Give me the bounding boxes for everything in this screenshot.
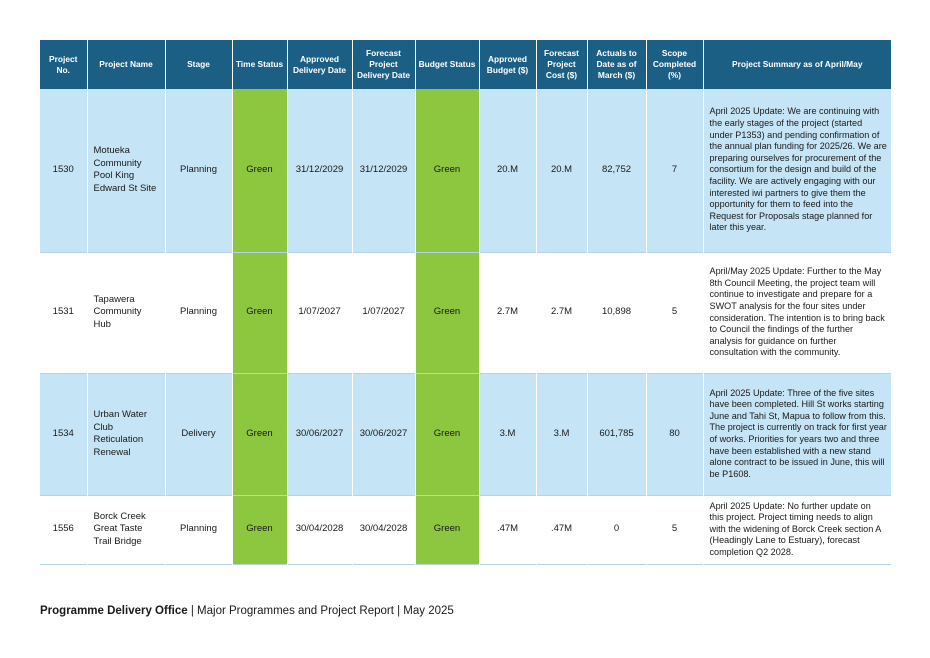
project-no-cell: 1531 <box>40 252 87 373</box>
scope-cell: 5 <box>646 495 703 564</box>
project-report-table <box>40 40 891 565</box>
table-row <box>40 252 891 373</box>
col-header-budget-status: Budget Status <box>415 40 479 89</box>
forecast-date-cell: 30/06/2027 <box>352 373 415 495</box>
footer-date: May 2025 <box>403 605 454 617</box>
stage-cell: Planning <box>165 252 232 373</box>
project-name-cell: Tapawera Community Hub <box>87 252 165 373</box>
actuals-cell: 82,752 <box>587 89 646 252</box>
summary-cell: April/May 2025 Update: Further to the May 8th Council Meeting, the project team will continue to investigate and prepare for a SWOT analysis for the four sites under consideration. The intention is to bring back to Council the findings of the further analysis for guidance on further consultation with the community. <box>703 252 891 373</box>
summary-cell: April 2025 Update: We are continuing with the early stages of the project (started under P1353) and pending confirmation of the annual plan funding for 2025/26. We are preparing ourselves for procurement of the consortium for the design and build of the facility. We are actively engaging with our interested iwi partners to give them the opportunity for them to feed into the Request for Proposals stage planned for later this year. <box>703 89 891 252</box>
approved-date-cell: 1/07/2027 <box>287 252 352 373</box>
header-row <box>40 40 891 89</box>
forecast-date-cell: 1/07/2027 <box>352 252 415 373</box>
scope-cell: 5 <box>646 252 703 373</box>
col-header-forecast-cost: Forecast Project Cost ($) <box>536 40 587 89</box>
budget-status-cell: Green <box>415 373 479 495</box>
project-no-cell: 1534 <box>40 373 87 495</box>
budget-status-cell: Green <box>415 495 479 564</box>
col-header-stage: Stage <box>165 40 232 89</box>
page-footer <box>40 605 454 617</box>
budget-status-cell: Green <box>415 252 479 373</box>
actuals-cell: 10,898 <box>587 252 646 373</box>
approved-budget-cell: 2.7M <box>479 252 536 373</box>
project-no-cell: 1530 <box>40 89 87 252</box>
footer-separator: | <box>187 605 198 617</box>
project-name-cell: Urban Water Club Reticulation Renewal <box>87 373 165 495</box>
col-header-project-name: Project Name <box>87 40 165 89</box>
forecast-date-cell: 30/04/2028 <box>352 495 415 564</box>
approved-budget-cell: 20.M <box>479 89 536 252</box>
col-header-approved-delivery-date: Approved Delivery Date <box>287 40 352 89</box>
actuals-cell: 0 <box>587 495 646 564</box>
project-name-cell: Motueka Community Pool King Edward St Site <box>87 89 165 252</box>
col-header-project-no: Project No. <box>40 40 87 89</box>
time-status-cell: Green <box>232 89 287 252</box>
table-row <box>40 495 891 564</box>
budget-status-cell: Green <box>415 89 479 252</box>
scope-cell: 7 <box>646 89 703 252</box>
forecast-date-cell: 31/12/2029 <box>352 89 415 252</box>
project-name-cell: Borck Creek Great Taste Trail Bridge <box>87 495 165 564</box>
stage-cell: Planning <box>165 495 232 564</box>
col-header-project-summary: Project Summary as of April/May <box>703 40 891 89</box>
scope-cell: 80 <box>646 373 703 495</box>
time-status-cell: Green <box>232 495 287 564</box>
approved-date-cell: 30/04/2028 <box>287 495 352 564</box>
stage-cell: Delivery <box>165 373 232 495</box>
time-status-cell: Green <box>232 373 287 495</box>
actuals-cell: 601,785 <box>587 373 646 495</box>
approved-budget-cell: .47M <box>479 495 536 564</box>
table-row <box>40 373 891 495</box>
footer-office: Programme Delivery Office <box>40 605 188 617</box>
col-header-time-status: Time Status <box>232 40 287 89</box>
forecast-cost-cell: 2.7M <box>536 252 587 373</box>
project-no-cell: 1556 <box>40 495 87 564</box>
time-status-cell: Green <box>232 252 287 373</box>
approved-budget-cell: 3.M <box>479 373 536 495</box>
col-header-actuals: Actuals to Date as of March ($) <box>587 40 646 89</box>
approved-date-cell: 30/06/2027 <box>287 373 352 495</box>
summary-cell: April 2025 Update: No further update on this project. Project timing needs to align with the widening of Borck Creek section A (Headingly Lane to Estuary), forecast completion Q2 2028. <box>703 495 891 564</box>
col-header-forecast-delivery-date: Forecast Project Delivery Date <box>352 40 415 89</box>
summary-cell: April 2025 Update: Three of the five sites have been completed. Hill St works starting June and Tahi St, Mapua to follow from this. The project is currently on track for first year of works. Priorities for years two and three have been established with a new stand alone contract to be issued in June, this will be P1608. <box>703 373 891 495</box>
forecast-cost-cell: 3.M <box>536 373 587 495</box>
approved-date-cell: 31/12/2029 <box>287 89 352 252</box>
col-header-scope-completed: Scope Completed (%) <box>646 40 703 89</box>
stage-cell: Planning <box>165 89 232 252</box>
forecast-cost-cell: 20.M <box>536 89 587 252</box>
table-row <box>40 89 891 252</box>
forecast-cost-cell: .47M <box>536 495 587 564</box>
col-header-approved-budget: Approved Budget ($) <box>479 40 536 89</box>
footer-separator: | <box>393 605 404 617</box>
footer-report-title: Major Programmes and Project Report <box>197 605 394 617</box>
